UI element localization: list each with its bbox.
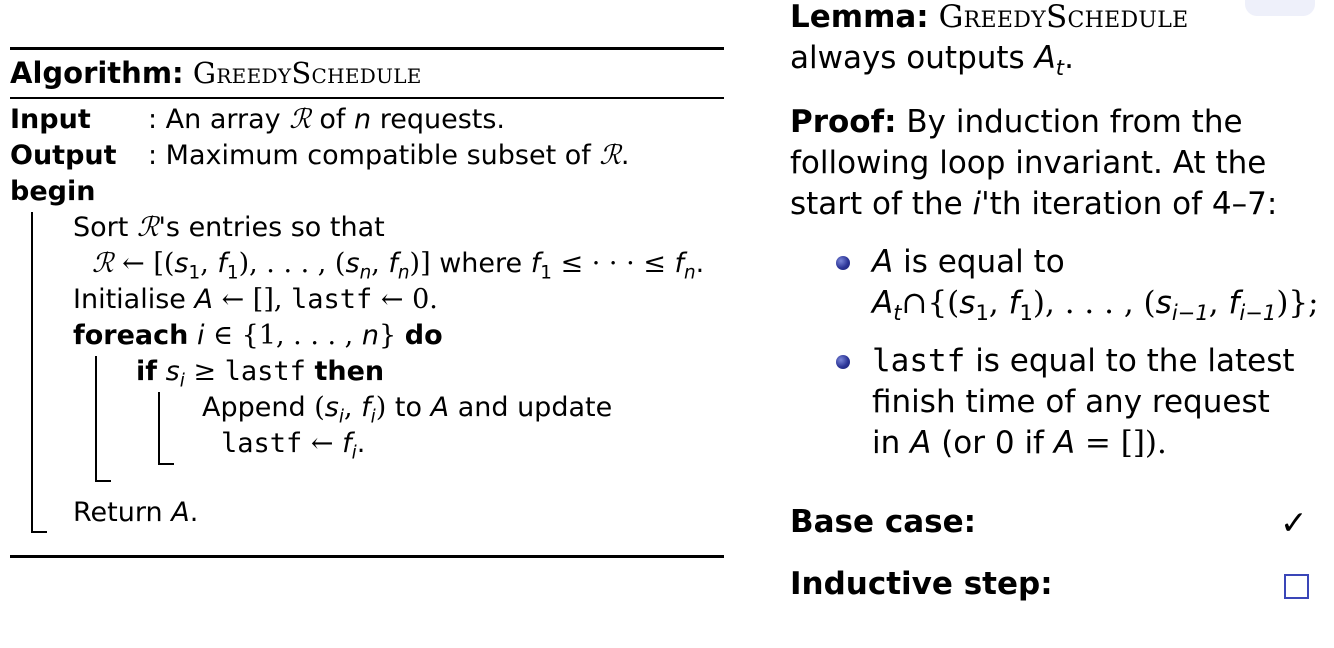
update-line: lastf ← $f_i$. [221,428,366,464]
bullet1-line1: A is equal to [872,244,1065,280]
bottom-rule [10,555,724,558]
return-line: Return A. [73,497,199,528]
checkmark-icon: ✓ [1280,503,1308,542]
input-line: Input : An array ℛ of n requests. [10,104,506,135]
bullet2-line3: in A (or 0 if A = []). [872,425,1167,461]
checkbox-icon[interactable] [1284,574,1309,599]
begin-keyword: begin [10,176,96,207]
algorithm-title: Algorithm: GreedySchedule [10,56,422,90]
if-block-bar [158,392,160,464]
bullet-point [836,355,850,369]
bullet-point [836,256,850,270]
foreach-block-end [95,480,111,482]
output-line: Output : Maximum compatible subset of ℛ. [10,140,630,171]
sort-formula-line: ℛ ← [($s_1$, $f_1$), . . . , ($s_n$, $f_n$)] where $f_1$ ≤ · · · ≤ $f_n$. [92,248,705,284]
proof-line2: following loop invariant. At the [790,145,1267,181]
foreach-line: foreach i ∈ {1, . . . , n} do [73,320,443,351]
proof-line3: start of the i'th iteration of 4–7: [790,186,1278,222]
bullet1-line2: $A_t\cap\{(s_1$, $f_1$), . . . , ($s_{i-1}$, $f_{i-1}$)}; [872,285,1319,326]
title-rule [10,97,724,99]
if-line: if $s_i$ ≥ lastf then [136,356,385,392]
base-case-label: Base case: [790,504,976,540]
begin-block-end [31,531,47,533]
proof-line1: Proof: By induction from the [790,104,1243,140]
lemma-line2: always outputs $A_t$. [790,40,1074,81]
bullet2-line2: finish time of any request [872,384,1270,420]
corner-tab [1245,0,1315,16]
if-block-end [158,463,174,465]
sort-line: Sort ℛ's entries so that [73,212,385,243]
bullet2-line1: lastf is equal to the latest [872,343,1295,379]
inductive-step-label: Inductive step: [790,566,1053,602]
init-line: Initialise A ← [], lastf ← 0. [73,284,438,315]
R-symbol: ℛ [289,104,311,135]
begin-block-bar [31,212,33,532]
append-line: Append ($s_i$, $f_i$) to A and update [202,392,613,428]
lemma-line1: Lemma: GreedySchedule [790,0,1189,35]
top-rule [10,47,724,50]
foreach-block-bar [95,356,97,481]
